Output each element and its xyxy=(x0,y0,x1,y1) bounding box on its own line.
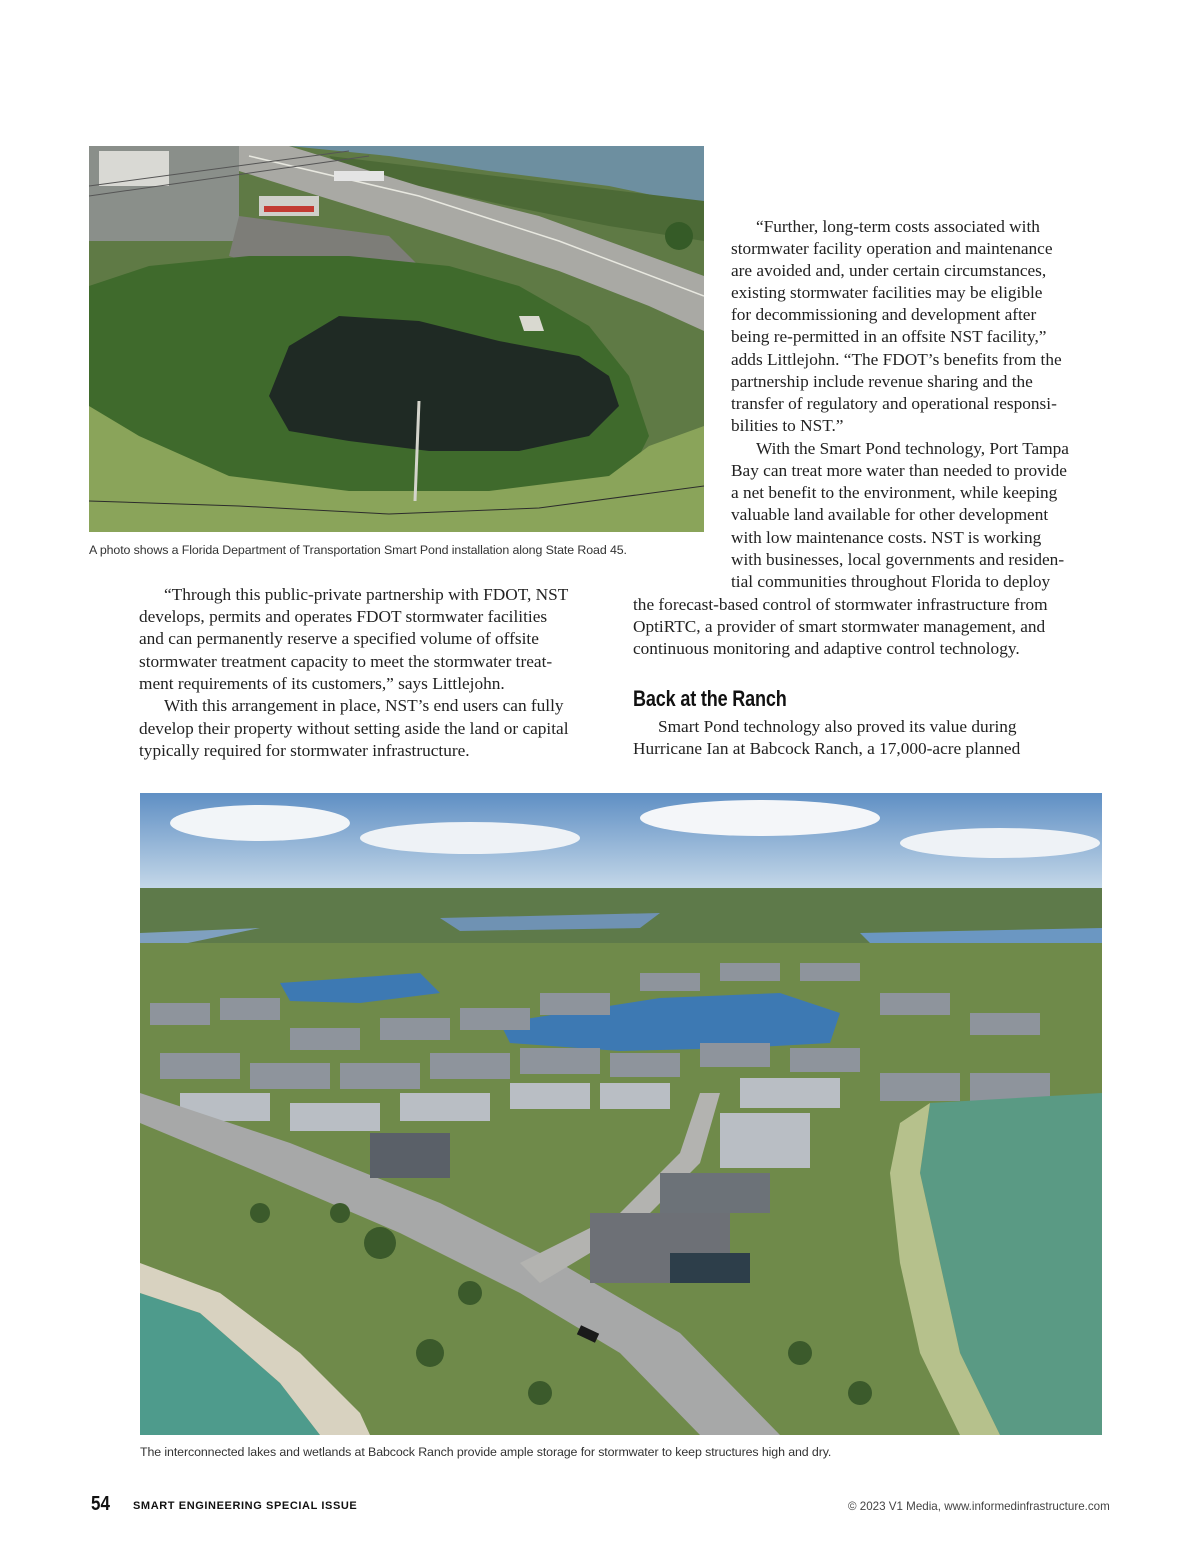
smart-pond-photo xyxy=(89,146,704,532)
page-number: 54 xyxy=(91,1493,110,1515)
text-line: and can permanently reserve a specified volume of offsite xyxy=(139,629,539,648)
text-line: continuous monitoring and adaptive control technology. xyxy=(633,639,1020,658)
publication-name: SMART ENGINEERING SPECIAL ISSUE xyxy=(133,1500,358,1512)
text-line: “Further, long-term costs associated with xyxy=(756,217,1040,236)
text-line: ment requirements of its customers,” says Littlejohn. xyxy=(139,674,505,693)
text-line: transfer of regulatory and operational responsi- xyxy=(731,394,1057,413)
text-line: the forecast-based control of stormwater infrastructure from xyxy=(633,595,1048,614)
text-line: valuable land available for other development xyxy=(731,505,1049,524)
text-line: Hurricane Ian at Babcock Ranch, a 17,000-acre planned xyxy=(633,739,1021,758)
text-line: partnership include revenue sharing and the xyxy=(731,372,1033,391)
text-line: are avoided and, under certain circumstances, xyxy=(731,261,1047,280)
text-line: develops, permits and operates FDOT stormwater facilities xyxy=(139,607,548,626)
babcock-ranch-photo xyxy=(140,793,1102,1435)
top-photo-caption: A photo shows a Florida Department of Transportation Smart Pond installation along State Road 45. xyxy=(89,543,627,557)
bottom-photo-caption: The interconnected lakes and wetlands at Babcock Ranch provide ample storage for stormwater to keep structures high and dry. xyxy=(140,1445,832,1459)
text-line: being re-permitted in an offsite NST facility,” xyxy=(731,327,1047,346)
copyright-notice: © 2023 V1 Media, www.informedinfrastructure.com xyxy=(848,1500,1110,1513)
text-line: Smart Pond technology also proved its value during xyxy=(658,717,1017,736)
text-line: With this arrangement in place, NST’s end users can fully xyxy=(164,696,564,715)
text-line: bilities to NST.” xyxy=(731,416,844,435)
text-line: tial communities throughout Florida to deploy xyxy=(731,572,1051,591)
text-line: “Through this public-private partnership with FDOT, NST xyxy=(164,585,569,604)
text-line: a net benefit to the environment, while keeping xyxy=(731,483,1058,502)
text-line: typically required for stormwater infrastructure. xyxy=(139,741,470,760)
text-line: adds Littlejohn. “The FDOT’s benefits from the xyxy=(731,350,1062,369)
text-line: Bay can treat more water than needed to provide xyxy=(731,461,1067,480)
text-line: OptiRTC, a provider of smart stormwater management, and xyxy=(633,617,1046,636)
text-line: with businesses, local governments and residen- xyxy=(731,550,1065,569)
text-line: for decommissioning and development after xyxy=(731,305,1037,324)
section-heading: Back at the Ranch xyxy=(633,686,787,711)
text-line: stormwater facility operation and maintenance xyxy=(731,239,1053,258)
text-line: stormwater treatment capacity to meet the stormwater treat- xyxy=(139,652,553,671)
text-line: with low maintenance costs. NST is working xyxy=(731,528,1042,547)
text-line: develop their property without setting aside the land or capital xyxy=(139,719,569,738)
text-line: existing stormwater facilities may be eligible xyxy=(731,283,1043,302)
text-line: With the Smart Pond technology, Port Tampa xyxy=(756,439,1069,458)
